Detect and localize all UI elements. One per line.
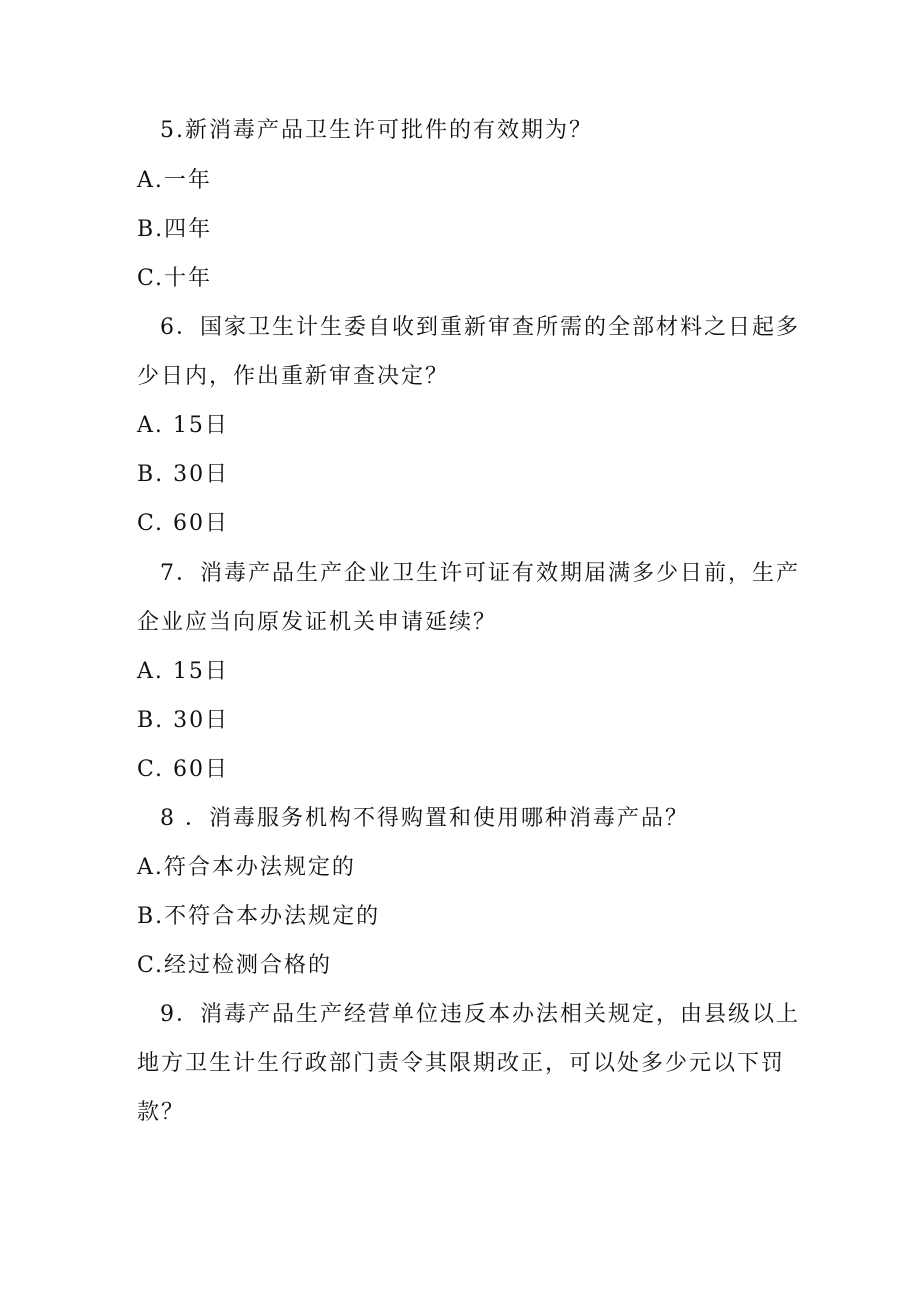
question-8-option-c: C.经过检测合格的 <box>137 953 333 978</box>
question-6-option-b: B. 30日 <box>137 462 230 487</box>
question-9-text: 9．消毒产品生产经营单位违反本办法相关规定，由县级以上 <box>160 1002 800 1027</box>
question-7-text-continued: 企业应当向原发证机关申请延续？ <box>137 610 498 635</box>
question-8-option-b: B.不符合本办法规定的 <box>137 904 381 929</box>
question-9-text-continued-1: 地方卫生计生行政部门责令其限期改正，可以处多少元以下罚 <box>137 1051 786 1076</box>
question-8-text: 8 ．消毒服务机构不得购置和使用哪种消毒产品？ <box>160 806 689 831</box>
question-5-text: 5.新消毒产品卫生许可批件的有效期为？ <box>160 118 593 143</box>
question-7-option-a: A. 15日 <box>137 659 229 684</box>
question-6-option-a: A. 15日 <box>137 413 229 438</box>
question-5-option-a: A.一年 <box>137 168 212 193</box>
question-7-option-c: C. 60日 <box>137 757 230 782</box>
question-7-option-b: B. 30日 <box>137 708 230 733</box>
question-5-option-b: B.四年 <box>137 217 213 242</box>
question-6-text-continued: 少日内，作出重新审查决定？ <box>137 364 450 389</box>
question-6-text: 6．国家卫生计生委自收到重新审查所需的全部材料之日起多 <box>160 315 800 340</box>
question-7-text: 7．消毒产品生产企业卫生许可证有效期届满多少日前，生产 <box>160 561 800 586</box>
question-9-text-continued-2: 款？ <box>137 1100 186 1125</box>
question-6-option-c: C. 60日 <box>137 511 230 536</box>
question-5-option-c: C.十年 <box>137 266 213 291</box>
question-8-option-a: A.符合本办法规定的 <box>137 855 356 880</box>
